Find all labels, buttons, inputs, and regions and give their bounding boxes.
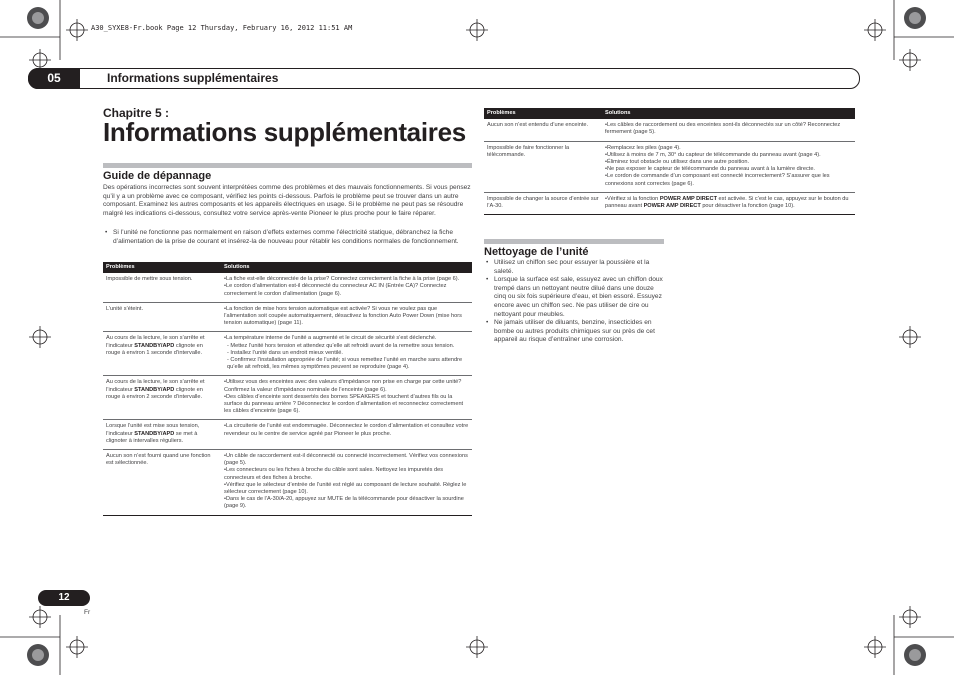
problem-text: Impossible de faire fonctionner la télécommande. [487, 144, 570, 158]
file-info-line: A30_SYXE8-Fr.book Page 12 Thursday, February 16, 2012 11:51 AM [91, 24, 353, 32]
solution-line: •Vérifiez que le sélecteur d’entrée de l’unité est réglé au composant de lecture souhaité. Réglez le sélecteur correctement (page 10). [224, 481, 467, 496]
troubleshooting-table-right [484, 108, 855, 215]
button-name: POWER AMP DIRECT [659, 195, 717, 202]
solution-text: est activée. Si c’est le cas, appuyez sur le bouton du panneau avant [605, 195, 849, 210]
table-row [484, 192, 855, 214]
indicator-name: STANDBY/APD [134, 386, 175, 393]
chapter-number-badge: 05 [28, 68, 80, 89]
cleaning-heading: Nettoyage de l’unité [484, 246, 589, 258]
problem-text: clignote en rouge à environ 1 seconde d’intervalle. [106, 342, 203, 356]
solution-line: - Confirmez l’installation appropriée de l’unité; si vous remettez l’unité en marche sans attendre qu’elle ait refroidi, les mêmes symptômes peuvent se reproduire (page 4). [227, 357, 463, 371]
list-item: • Ne jamais utiliser de diluants, benzine, insecticides en bombe ou autres produits chimiques sur ou près de cet appareil au risque d’entraîner une corrosion. [484, 319, 664, 345]
problem-text: Au cours de la lecture, le son s’arrête et l’indicateur [106, 335, 205, 349]
cleaning-list [484, 259, 664, 345]
table-row [103, 302, 472, 332]
solution-line: •Les connecteurs ou les fiches à broche du câble sont sales. Nettoyez les impuretés des connecteurs et des fiches à broche. [224, 467, 443, 481]
solution-line: •Le cordon de commande d’un composant est connecté incorrectement? S’assurer que les connexions sont correctes (page 6). [605, 173, 830, 187]
page-title: Informations supplémentaires [103, 117, 466, 147]
problem-cell [484, 141, 602, 192]
indicator-name: STANDBY/APD [134, 342, 175, 349]
list-item: • Utilisez un chiffon sec pour essuyer la poussière et la saleté. [484, 259, 664, 276]
solution-line: - Mettez l’unité hors tension et attendez qu’elle ait refroidi avant de la remettre sous tension. [227, 342, 455, 349]
solution-line: •Des câbles d’enceinte sont dessertés des bornes SPEAKERS et touchent d’autres fils ou la surface du panneau arrière ? Déconnectez le cordon d’alimentation et reconnectez correctement les câbles d’enceinte (page 6). [224, 393, 464, 415]
solution-cell [221, 420, 472, 450]
problem-cell [484, 192, 602, 214]
solution-cell [221, 273, 472, 302]
section-rule [484, 239, 664, 244]
table-row [103, 376, 472, 420]
solution-line: •Utilisez à moins de 7 m, 30° du capteur de télécommande du panneau avant (page 4). [605, 151, 821, 158]
troubleshooting-intro: Des opérations incorrectes sont souvent interprétées comme des problèmes et des mauvais fonctionnements. Si vous pensez qu’il y a un problème avec ce composant, vérifiez les points ci-dessous. Parfois le problème peut se trouver dans un autre composant. Examinez les autres composants et les appareils électriques en usage. Si le problème ne peut pas se résoudre malgré les indications ci-dessous, consultez votre service après-vente Pioneer le plus proche pour le faire réparer. [103, 184, 471, 217]
col-header-problem: Problèmes [484, 108, 602, 119]
problem-cell [103, 273, 221, 302]
solution-line: •La circuiterie de l’unité est endommagée. Déconnectez le cordon d’alimentation et consultez votre revendeur ou le centre de service agréé par Pioneer le plus proche. [224, 423, 469, 437]
section-rule [103, 163, 472, 168]
button-name: POWER AMP DIRECT [643, 203, 701, 210]
chapter-label: Chapitre 5 : [103, 106, 170, 120]
language-label: Fr [84, 609, 91, 616]
solution-cell [221, 332, 472, 376]
solution-text: •Vérifiez si la fonction [605, 195, 660, 202]
page-number-badge: 12 [38, 590, 90, 606]
problem-text: Aucun son n’est fourni quand une fonction est sélectionnée. [106, 453, 211, 467]
table-row [103, 273, 472, 302]
troubleshooting-note [103, 229, 471, 246]
solution-cell [602, 119, 855, 141]
table-row [103, 450, 472, 516]
troubleshooting-heading: Guide de dépannage [103, 170, 212, 182]
problem-text: Aucun son n’est entendu d’une enceinte. [487, 122, 589, 129]
indicator-name: STANDBY/APD [134, 430, 175, 437]
table-row [484, 141, 855, 192]
solution-text: pour désactiver la fonction (page 10). [700, 203, 795, 210]
problem-text: Lorsque l’unité est mise sous tension, l’indicateur [106, 423, 200, 437]
problem-cell [103, 450, 221, 516]
problem-text: Impossible de mettre sous tension. [106, 276, 193, 283]
solution-cell [602, 192, 855, 214]
troubleshooting-table-left [103, 262, 472, 516]
problem-cell [103, 376, 221, 420]
solution-line: •Utilisez vous des enceintes avec des valeurs d’impédance non prise en charge par cette unité? Confirmez la valeur d’impédance nominale de l’enceinte (page 6). [224, 379, 462, 393]
note-item: • Si l’unité ne fonctionne pas normalement en raison d’effets externes comme l’électricité statique, débranchez la fiche d’alimentation de la prise de courant et insérez-la de nouveau pour rétablir les conditions normales de fonctionnement. [103, 229, 471, 246]
problem-cell [103, 302, 221, 332]
solution-line: •Dans le cas de l’A-30/A-20, appuyez sur MUTE de la télécommande pour désactiver la sourdine (page 9). [224, 496, 464, 510]
solution-line: - Installez l’unité dans un endroit mieux ventilé. [227, 349, 343, 356]
solution-cell [221, 376, 472, 420]
solution-line: •Le cordon d’alimentation est-il déconnecté du connecteur AC IN (Entrée CA)? Connectez correctement le cordon d’alimentation (page 6). [224, 283, 447, 297]
solution-line: •La température interne de l’unité a augmenté et le circuit de sécurité s’est déclenché. [224, 335, 437, 342]
problem-text: clignote en rouge à environ 2 seconde d’intervalle. [106, 386, 203, 400]
col-header-solution: Solutions [221, 262, 472, 273]
col-header-problem: Problèmes [103, 262, 221, 273]
solution-line: •Remplacez les piles (page 4). [605, 144, 681, 151]
problem-text: L’unité s’éteint. [106, 305, 144, 312]
solution-line: •La fonction de mise hors tension automatique est activée? Si vous ne voulez pas que l’alimentation soit coupée automatiquement, désactivez la fonction Auto Power Down (mise hors tension automatique) (page 11). [224, 305, 462, 327]
solution-line: •Un câble de raccordement est-il déconnecté ou connecté incorrectement. Vérifiez vos connexions (page 5). [224, 453, 468, 467]
problem-text: Impossible de changer la source d’entrée sur l’A-30. [487, 195, 599, 210]
solution-cell [221, 302, 472, 332]
col-header-solution: Solutions [602, 108, 855, 119]
solution-line: •Ne pas exposer le capteur de télécommande du panneau avant à la lumière directe. [605, 166, 815, 173]
table-row [103, 420, 472, 450]
solution-line: •Les câbles de raccordement ou des enceintes sont-ils déconnectés sur un côté? Reconnectez fermement (page 5). [605, 122, 841, 136]
chapter-header-title: Informations supplémentaires [107, 71, 279, 85]
problem-text: Au cours de la lecture, le son s’arrête et l’indicateur [106, 379, 205, 393]
problem-cell [484, 119, 602, 141]
table-row [103, 332, 472, 376]
solution-line: •Éliminez tout obstacle ou utilisez dans une autre position. [605, 159, 750, 166]
problem-cell [103, 420, 221, 450]
solution-cell [602, 141, 855, 192]
solution-cell [221, 450, 472, 516]
table-row [484, 119, 855, 141]
solution-line: •La fiche est-elle déconnectée de la prise? Connectez correctement la fiche à la prise (page 6). [224, 276, 460, 283]
problem-text: se met à clignoter à intervalles réguliers. [106, 430, 198, 444]
problem-cell [103, 332, 221, 376]
list-item: • Lorsque la surface est sale, essuyez avec un chiffon doux trempé dans un nettoyant neutre dilué dans une douze cinq ou six fois supérieure d’eau, et bien essoré. Essuyez encore avec un chiffon sec. Ne pas utiliser de cire ou nettoyant pour meubles. [484, 276, 664, 319]
